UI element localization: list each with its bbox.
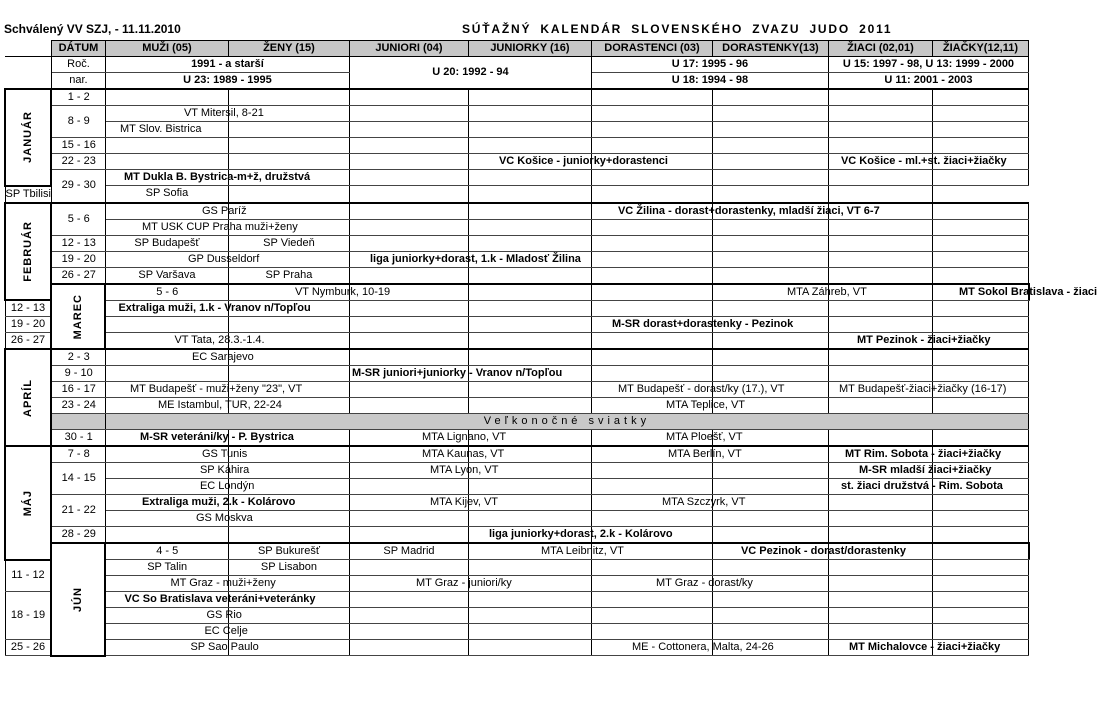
table-row: [5, 235, 1029, 251]
table-row: [5, 511, 1029, 527]
table-row: [5, 186, 1029, 203]
event: GS Paríž: [201, 204, 247, 217]
birth-adults: 1991 - a starší: [105, 57, 349, 73]
event: MTA Leibnitz, VT: [540, 545, 624, 557]
date-cell: 15 - 16: [51, 138, 105, 154]
event: SP Tbilisi: [5, 186, 51, 203]
col-header-zeny: ŽENY (15): [228, 41, 349, 57]
event: M-SR mladší žiaci+žiačky: [858, 464, 992, 476]
table-row: [5, 366, 1029, 382]
event: SP Budapešť: [105, 235, 228, 251]
month-label: MÁJ: [5, 446, 51, 560]
event: SP Sao Paulo: [190, 641, 259, 653]
event: MT USK CUP Praha muži+ženy: [141, 220, 298, 233]
event: VT Nymburk, 10-19: [294, 285, 391, 298]
event: MT Slov. Bistrica: [119, 123, 202, 135]
event: MT Budapešť - dorast/ky (17.), VT: [617, 383, 785, 395]
table-row: [5, 446, 1029, 463]
easter-holiday: Veľkonočné sviatky: [105, 414, 1028, 430]
table-row: [5, 251, 1029, 267]
event: EC Londýn: [199, 480, 255, 492]
event: GP Dusseldorf: [187, 252, 260, 265]
birth-cadets: U 17: 1995 - 96: [591, 57, 828, 73]
date-cell: 28 - 29: [51, 527, 105, 544]
event: MT Pezinok - žiaci+žiačky: [856, 334, 991, 346]
date-cell: 12 - 13: [51, 235, 105, 251]
table-row: [5, 398, 1029, 414]
table-row: [5, 138, 1029, 154]
date-cell: 29 - 30: [51, 170, 105, 203]
month-label: MAREC: [51, 284, 105, 350]
table-row: [5, 560, 1029, 576]
event: liga juniorky+dorast, 1.k - Mladosť Žilina: [369, 252, 581, 265]
table-row: [5, 430, 1029, 447]
event: SP Lisabon: [228, 560, 349, 576]
event: Extraliga muži, 2.k - Kolárovo: [141, 496, 296, 508]
event: Extraliga muži, 1.k - Vranov n/Topľou: [118, 301, 311, 314]
event: MTA Záhreb, VT: [786, 285, 867, 298]
date-cell: 4 - 5: [105, 543, 228, 560]
date-cell: 9 - 10: [51, 366, 105, 382]
event: VC Košice - ml.+st. žiaci+žiačky: [840, 155, 1007, 167]
table-row: [5, 333, 1029, 350]
event: MT Graz - juniori/ky: [415, 577, 512, 589]
birth-label: nar.: [51, 73, 105, 90]
event: GS Moskva: [195, 512, 253, 524]
table-row: [5, 300, 1029, 317]
event: SP Viedeň: [228, 235, 349, 251]
date-cell: 26 - 27: [5, 333, 51, 350]
event: M-SR veteráni/ky - P. Bystrica: [139, 431, 294, 443]
event: MT Michalovce - žiaci+žiačky: [848, 641, 1001, 653]
event: MT Rim. Sobota - žiaci+žiačky: [844, 448, 1002, 460]
date-cell: 30 - 1: [51, 430, 105, 447]
event: MTA Kijev, VT: [429, 496, 498, 508]
event: MT Budapešť-žiaci+žiačky (16-17): [838, 383, 1007, 395]
col-header-ziacky: ŽIAČKY(12,11): [932, 41, 1028, 57]
table-row: [5, 267, 1029, 284]
col-header-juniori: JUNIORI (04): [349, 41, 468, 57]
event: MTA Kaunas, VT: [421, 448, 505, 460]
col-header-ziaci: ŽIACI (02,01): [828, 41, 932, 57]
table-row: [5, 219, 1029, 235]
table-row: [5, 203, 1029, 220]
calendar-title: SÚŤAŽNÝ KALENDÁR SLOVENSKÉHO ZVAZU JUDO 2011: [462, 22, 893, 36]
event: st. žiaci družstvá - Rim. Sobota: [840, 480, 1003, 492]
event: MTA Szczyrk, VT: [661, 496, 746, 508]
event: VC Košice - juniorky+dorastenci: [498, 155, 668, 167]
table-row: [5, 463, 1029, 479]
table-row: [5, 122, 1029, 138]
date-cell: 18 - 19: [5, 592, 51, 640]
table-row: [5, 284, 1029, 301]
event: MTA Lignano, VT: [421, 431, 507, 443]
date-cell: 19 - 20: [5, 317, 51, 333]
date-cell: 5 - 6: [51, 203, 105, 236]
birth-u11: U 11: 2001 - 2003: [828, 73, 1028, 90]
event: VC Žilina - dorast+dorastenky, mladší žiaci, VT 6-7: [617, 204, 880, 217]
col-header-date: DÁTUM: [51, 41, 105, 57]
event: M-SR juniori+juniorky - Vranov n/Topľou: [351, 367, 563, 379]
month-label: JANUÁR: [5, 89, 51, 186]
table-row: [5, 576, 1029, 592]
table-row: [5, 170, 1029, 186]
table-row: [5, 495, 1029, 511]
month-label: FEBRUÁR: [5, 203, 51, 301]
event: GS Tunis: [201, 448, 248, 460]
table-row: [5, 106, 1029, 122]
birth-u18: U 18: 1994 - 98: [591, 73, 828, 90]
table-row: [5, 89, 1029, 106]
table-row: [5, 640, 1029, 656]
date-cell: 7 - 8: [51, 446, 105, 463]
event: ME Istambul, TUR, 22-24: [157, 399, 282, 411]
table-row: [5, 349, 1029, 366]
event: SP Sofia: [105, 186, 228, 203]
month-label: APRÍL: [5, 349, 51, 446]
event: SP Varšava: [105, 267, 228, 284]
event: MT Graz - dorast/ky: [655, 577, 753, 589]
birth-u23: U 23: 1989 - 1995: [105, 73, 349, 90]
event: VT Tata, 28.3.-1.4.: [174, 334, 265, 346]
event: EC Celje: [204, 625, 248, 637]
holiday-row: [5, 414, 1029, 430]
table-row: [5, 624, 1029, 640]
table-row: [5, 382, 1029, 398]
table-row: [5, 479, 1029, 495]
date-cell: 26 - 27: [51, 267, 105, 284]
competition-calendar-table: [4, 40, 1097, 657]
event: SP Bukurešť: [228, 543, 349, 560]
date-cell: 21 - 22: [51, 495, 105, 527]
date-cell: 2 - 3: [51, 349, 105, 366]
event: EC Sarajevo: [191, 351, 254, 363]
event: MT Dukla B. Bystrica-m+ž, družstvá: [123, 171, 311, 183]
date-cell: 1 - 2: [51, 89, 105, 106]
table-row: [5, 543, 1029, 560]
birth-juniors: U 20: 1992 - 94: [349, 57, 591, 90]
event: MTA Lyon, VT: [429, 464, 499, 476]
approval-note: Schválený VV SZJ, - 11.11.2010: [4, 22, 181, 36]
date-cell: 23 - 24: [51, 398, 105, 414]
event: SP Talin: [105, 560, 228, 576]
date-cell: 19 - 20: [51, 251, 105, 267]
event: SP Káhira: [199, 464, 250, 476]
col-header-juniorky: JUNIORKY (16): [468, 41, 591, 57]
event: SP Madrid: [349, 543, 468, 560]
event: ME - Cottonera, Malta, 24-26: [631, 641, 774, 653]
event: M-SR dorast+dorastenky - Pezinok: [611, 318, 794, 330]
col-header-muzi: MUŽI (05): [105, 41, 228, 57]
date-cell: 5 - 6: [105, 284, 228, 301]
event: MT Sokol Bratislava - žiaci: [958, 285, 1097, 298]
month-label: JÚN: [51, 543, 105, 656]
date-cell: 14 - 15: [51, 463, 105, 495]
birth-row-1: [5, 57, 1029, 73]
event: VT Mitersil, 8-21: [183, 107, 264, 119]
table-row: [5, 608, 1029, 624]
birth-label: Roč.: [51, 57, 105, 73]
event: MTA Ploešť, VT: [665, 431, 743, 443]
table-row: [5, 154, 1029, 170]
event: VC Pezinok - dorast/dorastenky: [740, 545, 906, 557]
table-row: [5, 317, 1029, 333]
birth-kids: U 15: 1997 - 98, U 13: 1999 - 2000: [828, 57, 1028, 73]
date-cell: 12 - 13: [5, 300, 51, 317]
date-cell: 11 - 12: [5, 560, 51, 592]
event: MT Graz - muži+ženy: [170, 577, 276, 589]
date-cell: 22 - 23: [51, 154, 105, 170]
event: VC So Bratislava veteráni+veteránky: [124, 593, 316, 605]
event: GS Rio: [206, 609, 242, 621]
event: MTA Teplice, VT: [665, 399, 746, 411]
table-row: [5, 592, 1029, 608]
column-header-row: [5, 41, 1029, 57]
date-cell: 8 - 9: [51, 106, 105, 138]
date-cell: 16 - 17: [51, 382, 105, 398]
date-cell: 25 - 26: [5, 640, 51, 656]
event: SP Praha: [228, 267, 349, 284]
event: MT Budapešť - muži+ženy "23", VT: [129, 383, 303, 395]
col-header-dorastenci: DORASTENCI (03): [591, 41, 712, 57]
event: liga juniorky+dorast, 2.k - Kolárovo: [488, 528, 673, 540]
event: MTA Berlín, VT: [667, 448, 742, 460]
table-row: [5, 527, 1029, 544]
col-header-dorastenky: DORASTENKY(13): [712, 41, 828, 57]
